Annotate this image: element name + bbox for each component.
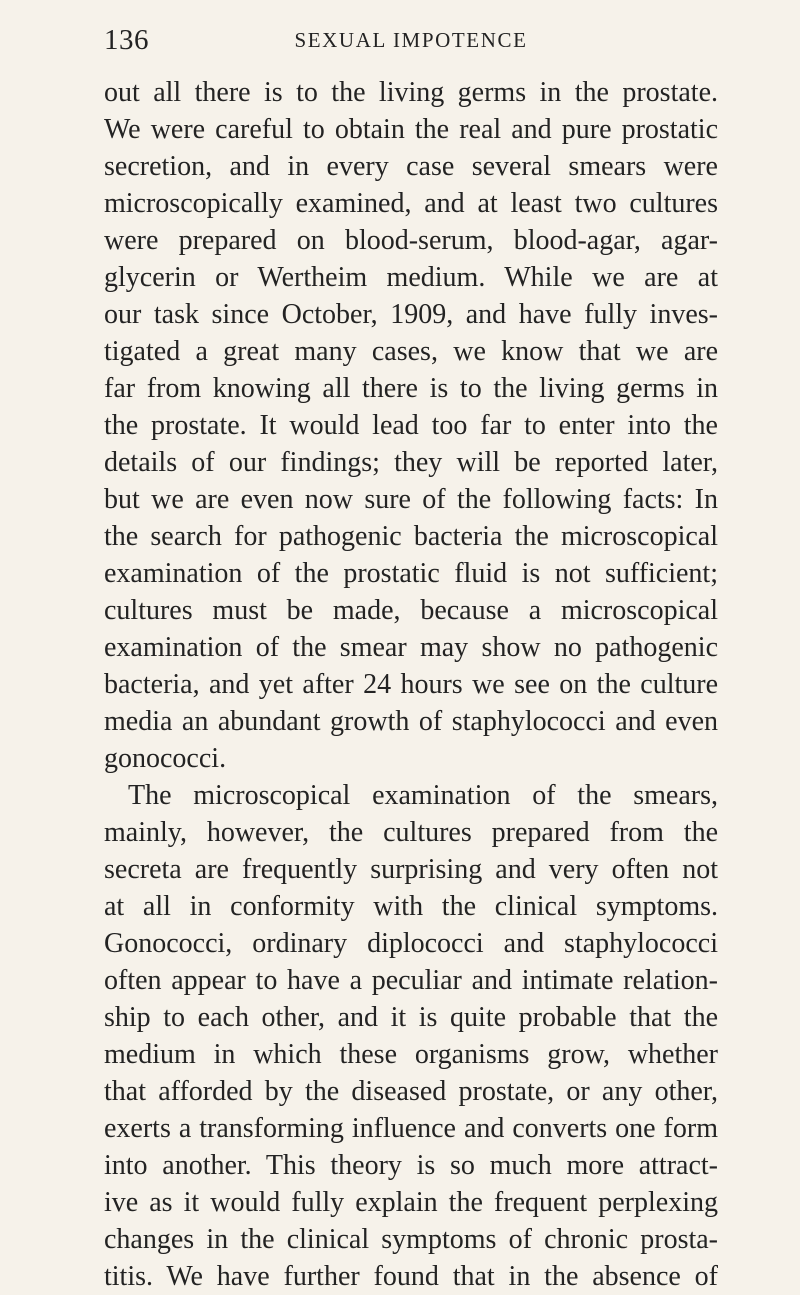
paragraph-first-line: The microscopical examination of the smears, (128, 780, 718, 811)
text-line: into another. This theory is so much more attract- (104, 1150, 718, 1181)
page-number: 136 (104, 24, 149, 56)
text-line: microscopically examined, and at least two cultures (104, 188, 718, 219)
text-line: but we are even now sure of the following facts: In (104, 484, 718, 515)
text-line: ship to each other, and it is quite probable that the (104, 1002, 718, 1033)
text-line: were prepared on blood-serum, blood-agar, agar- (104, 225, 718, 256)
text-line: We were careful to obtain the real and pure prostatic (104, 114, 718, 145)
text-line: examination of the prostatic fluid is not sufficient; (104, 558, 718, 589)
text-line: Gonococci, ordinary diplococci and staphylococci (104, 928, 718, 959)
text-line: ive as it would fully explain the frequent perplexing (104, 1187, 718, 1218)
body-text (104, 74, 718, 1295)
text-line: secreta are frequently surprising and very often not (104, 854, 718, 885)
text-line: our task since October, 1909, and have fully inves- (104, 299, 718, 330)
text-line: changes in the clinical symptoms of chronic prosta- (104, 1224, 718, 1255)
text-line: often appear to have a peculiar and intimate relation- (104, 965, 718, 996)
running-title: SEXUAL IMPOTENCE (294, 28, 528, 52)
text-line: examination of the smear may show no pathogenic (104, 632, 718, 663)
text-line: medium in which these organisms grow, whether (104, 1039, 718, 1070)
text-line: at all in conformity with the clinical symptoms. (104, 891, 718, 922)
text-line: mainly, however, the cultures prepared from the (104, 817, 718, 848)
text-line: glycerin or Wertheim medium. While we are at (104, 262, 718, 293)
text-line: that afforded by the diseased prostate, or any other, (104, 1076, 718, 1107)
text-line: far from knowing all there is to the living germs in (104, 373, 718, 404)
text-line: details of our findings; they will be reported later, (104, 447, 718, 478)
text-line: secretion, and in every case several smears were (104, 151, 718, 182)
paragraph-end-line: gonococci. (104, 743, 227, 774)
text-line: exerts a transforming influence and converts one form (104, 1113, 718, 1144)
text-line: out all there is to the living germs in the prostate. (104, 77, 718, 108)
text-line: bacteria, and yet after 24 hours we see on the culture (104, 669, 718, 700)
text-line: media an abundant growth of staphylococci and even (104, 706, 718, 737)
running-head (104, 20, 718, 60)
text-line: the search for pathogenic bacteria the microscopical (104, 521, 718, 552)
text-line: the prostate. It would lead too far to enter into the (104, 410, 718, 441)
text-line: titis. We have further found that in the absence of (104, 1261, 718, 1292)
text-line: tigated a great many cases, we know that we are (104, 336, 718, 367)
text-line: cultures must be made, because a microscopical (104, 595, 718, 626)
